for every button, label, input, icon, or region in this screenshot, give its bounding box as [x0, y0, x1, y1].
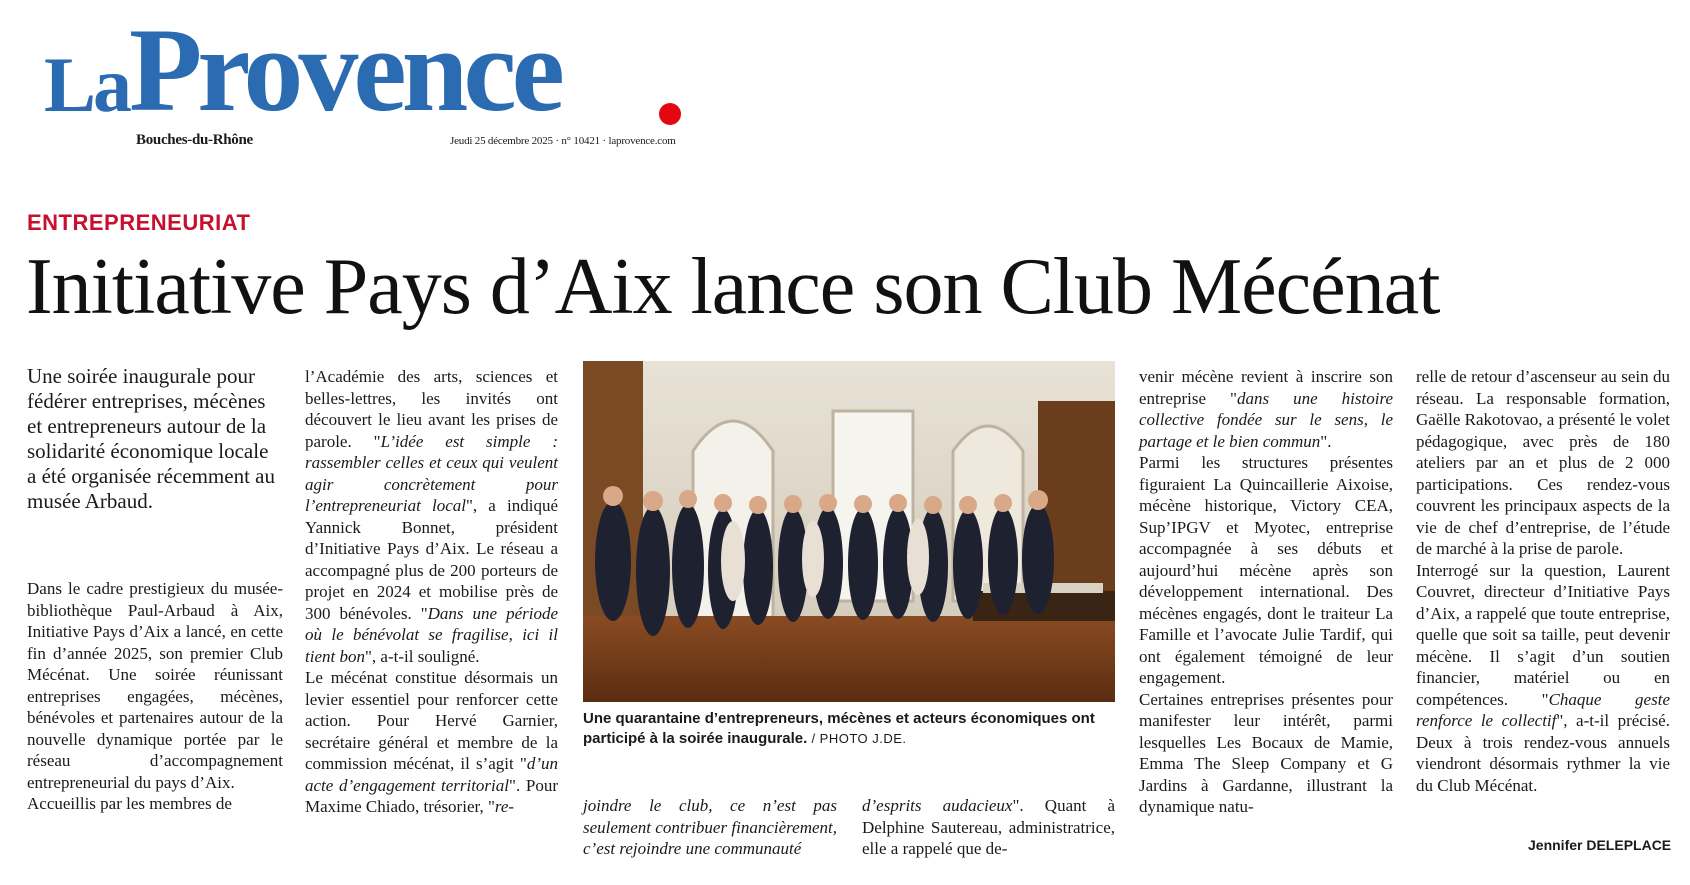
article-column-5: [1139, 366, 1393, 818]
paragraph: Parmi les structures présentes figuraient La Quincaillerie Aixoise, mécène historique, Victory CEA, Sup’IPGV et Myotec, entreprise accompagnée à ses débuts et aujourd’hui mécène après son développement international. Des mécènes engagés, dont le traiteur La Famille et l’avocate Julie Tardif, qui ont également témoigné de leur engagement.: [1139, 453, 1393, 687]
article-column-2: [305, 366, 558, 818]
paragraph: venir mécène revient à inscrire son entreprise "dans une histoire collective fondée sur le sens, le partage et le bien commun".: [1139, 367, 1393, 451]
paragraph: relle de retour d’ascenseur au sein du réseau. La responsable formation, Gaëlle Rakotovao, a présenté le volet pédagogique, avec près de 180 ateliers par an et plus de 2 000 participations. Ces rendez-vous couvrent les principaux aspects de la vie de chef d’entreprise, de l’étude de marché à la prise de parole.: [1416, 367, 1670, 558]
photo-caption: Une quarantaine d’entrepreneurs, mécènes et acteurs économiques ont participé à la soirée inaugurale. / PHOTO J.DE.: [583, 710, 1095, 747]
article-chapo: Une soirée inaugurale pour fédérer entreprises, mécènes et entrepreneurs autour de la solidarité économique locale a été organisée récemment au musée Arbaud.: [27, 364, 275, 513]
paragraph: Interrogé sur la question, Laurent Couvret, directeur d’Initiative Pays d’Aix, a rappelé que toute entreprise, quelle que soit sa taille, peut devenir mécène. Il s’agit d’un soutien financier, matériel ou en compétences. "Chaque geste renforce le collectif", a-t-il précisé. Deux à trois rendez-vous annuels viendront désormais rythmer la vie du Club Mécénat.: [1416, 560, 1670, 795]
quote: Dans une période où le bénévolat se fragilise, ici il tient bon: [305, 603, 559, 666]
masthead-dateline: Jeudi 25 décembre 2025 · n° 10421 · laprovence.com: [450, 135, 676, 147]
paragraph: Certaines entreprises présentes pour manifester leur intérêt, parmi lesquelles Les Bocaux de Mamie, Emma The Sleep Company et G Jardins à Gardanne, illustrant la dynamique natu-: [1139, 689, 1393, 816]
article-column-3: [583, 795, 837, 860]
article-column-6: [1416, 366, 1670, 796]
masthead-red-dot: [659, 103, 681, 125]
paragraph: [583, 795, 837, 860]
quote: L’idée est simple : rassembler celles et ceux qui veulent agir concrètement pour l’entrepreneuriat local: [305, 431, 559, 515]
quote: re-: [494, 797, 515, 816]
quote: d’un acte d’engagement territorial: [305, 754, 558, 795]
article-photo: [583, 361, 1115, 702]
article-column-1: [27, 578, 283, 815]
quote: joindre le club, ce n’est pas seulement contribuer financièrement, c’est rejoindre une communauté: [583, 796, 837, 858]
section-label: ENTREPRENEURIAT: [27, 210, 251, 235]
quote: Chaque geste renforce le collectif: [1416, 689, 1670, 730]
masthead-la: La: [44, 41, 130, 128]
author-signature: Jennifer DELEPLACE: [1528, 837, 1672, 853]
quote: d’esprits audacieux: [862, 796, 1013, 815]
photo-credit: / PHOTO J.DE.: [811, 731, 907, 746]
paragraph: d’esprits audacieux". Quant à Delphine Sautereau, administratrice, elle a rappelé que de-: [862, 796, 1116, 858]
article-column-4: [862, 795, 1115, 860]
paragraph: Accueillis par les membres de: [27, 794, 232, 813]
photo-illustration: [583, 361, 1115, 702]
paragraph: Le mécénat constitue désormais un levier essentiel pour renforcer cette action. Pour Hervé Garnier, secrétaire général et membre de la commission mécénat, il s’agit "d’un acte d’engagement territorial". Pour Maxime Chiado, trésorier, "re-: [305, 668, 558, 816]
masthead-edition: Bouches-du-Rhône: [136, 132, 253, 148]
quote: dans une histoire collective fondée sur le sens, le partage et le bien commun: [1139, 388, 1393, 451]
paragraph: l’Académie des arts, sciences et belles-lettres, les invités ont découvert le lieu avant les prises de parole. "L’idée est simple : rassembler celles et ceux qui veulent agir concrètement pour l’entrepreneuriat local", a indiqué Yannick Bonnet, président d’Initiative Pays d’Aix. Le réseau a accompagné plus de 200 porteurs de projet en 2024 et mobilise près de 300 bénévoles. "Dans une période où le bénévolat se fragilise, ici il tient bon", a-t-il souligné.: [305, 367, 559, 666]
masthead-provence: Provence: [129, 3, 560, 136]
article-headline: Initiative Pays d’Aix lance son Club Mécénat: [26, 243, 1440, 331]
paragraph: Dans le cadre prestigieux du musée-bibliothèque Paul-Arbaud à Aix, Initiative Pays d’Aix a lancé, en cette fin d’année 2025, son premier Club Mécénat. Une soirée réunissant entreprises engagées, mécènes, bénévoles et partenaires autour de la nouvelle dynamique portée par le réseau d’accompagnement entrepreneurial du pays d’Aix.: [27, 579, 283, 792]
